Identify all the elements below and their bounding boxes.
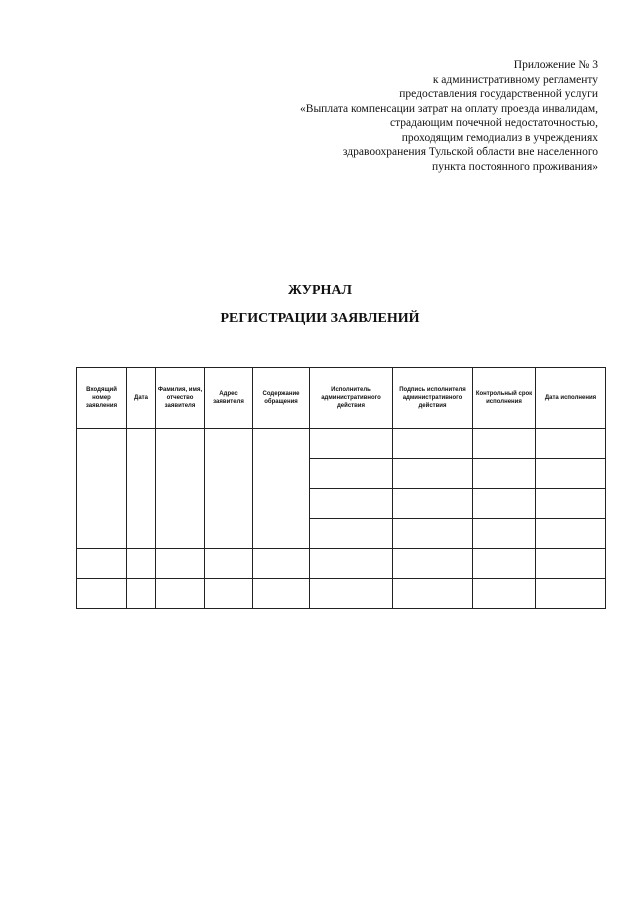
table-cell [253,549,310,579]
journal-title: ЖУРНАЛ [288,283,352,298]
table-cell [205,549,253,579]
header-completion-date: Дата исполнения [536,368,606,429]
header-incoming-number: Входящий номер заявления [77,368,127,429]
table-cell [77,549,127,579]
table-cell [473,549,536,579]
table-cell [393,519,473,549]
appendix-block [178,58,598,174]
appendix-line: Приложение № 3 [513,59,598,71]
table-cell [473,489,536,519]
table-cell [536,429,606,459]
table-cell [77,579,127,609]
table-row [77,579,606,609]
table-cell [536,519,606,549]
appendix-line: проходящим гемодиализ в учреждениях [401,131,598,144]
table-row [77,429,606,459]
appendix-line: «Выплата компенсации затрат на оплату проезда инвалидам, [300,102,598,115]
table-cell [310,549,393,579]
table-cell [77,429,127,549]
table-cell [253,429,310,549]
table-cell [536,579,606,609]
appendix-line: к административному регламенту [432,73,598,86]
table-cell [205,429,253,549]
table-cell [253,579,310,609]
table-header-row [77,368,606,429]
header-executor: Исполнитель административного действия [310,368,393,429]
table-cell [310,489,393,519]
table-cell [536,549,606,579]
table-row [77,549,606,579]
table-cell [205,579,253,609]
table-cell [393,429,473,459]
table-cell [473,429,536,459]
registration-table [76,367,606,609]
header-control-deadline: Контрольный срок исполнения [473,368,536,429]
table-cell [310,459,393,489]
appendix-line: предоставления государственной услуги [399,88,598,100]
table-cell [156,429,205,549]
journal-subtitle: РЕГИСТРАЦИИ ЗАЯВЛЕНИЙ [220,311,420,326]
table-cell [310,519,393,549]
table-cell [473,579,536,609]
appendix-line: пункта постоянного проживания» [432,160,598,173]
header-date: Дата [127,368,156,429]
header-applicant-address: Адрес заявителя [205,368,253,429]
table-cell [156,579,205,609]
table-cell [536,489,606,519]
table-cell [127,579,156,609]
table-cell [393,549,473,579]
table-cell [473,459,536,489]
table-cell [156,549,205,579]
appendix-line: страдающим почечной недостаточностью, [390,117,598,129]
table-cell [393,489,473,519]
table-cell [536,459,606,489]
header-applicant-name: Фамилия, имя, отчество заявителя [156,368,205,429]
appendix-line: здравоохранения Тульской области вне населенного [342,146,598,158]
header-executor-signature: Подпись исполнителя административного действия [393,368,473,429]
table-cell [310,429,393,459]
table-cell [127,549,156,579]
table-cell [393,459,473,489]
table-cell [393,579,473,609]
table-cell [127,429,156,549]
header-request-content: Содержание обращения [253,368,310,429]
table-cell [473,519,536,549]
table-cell [310,579,393,609]
